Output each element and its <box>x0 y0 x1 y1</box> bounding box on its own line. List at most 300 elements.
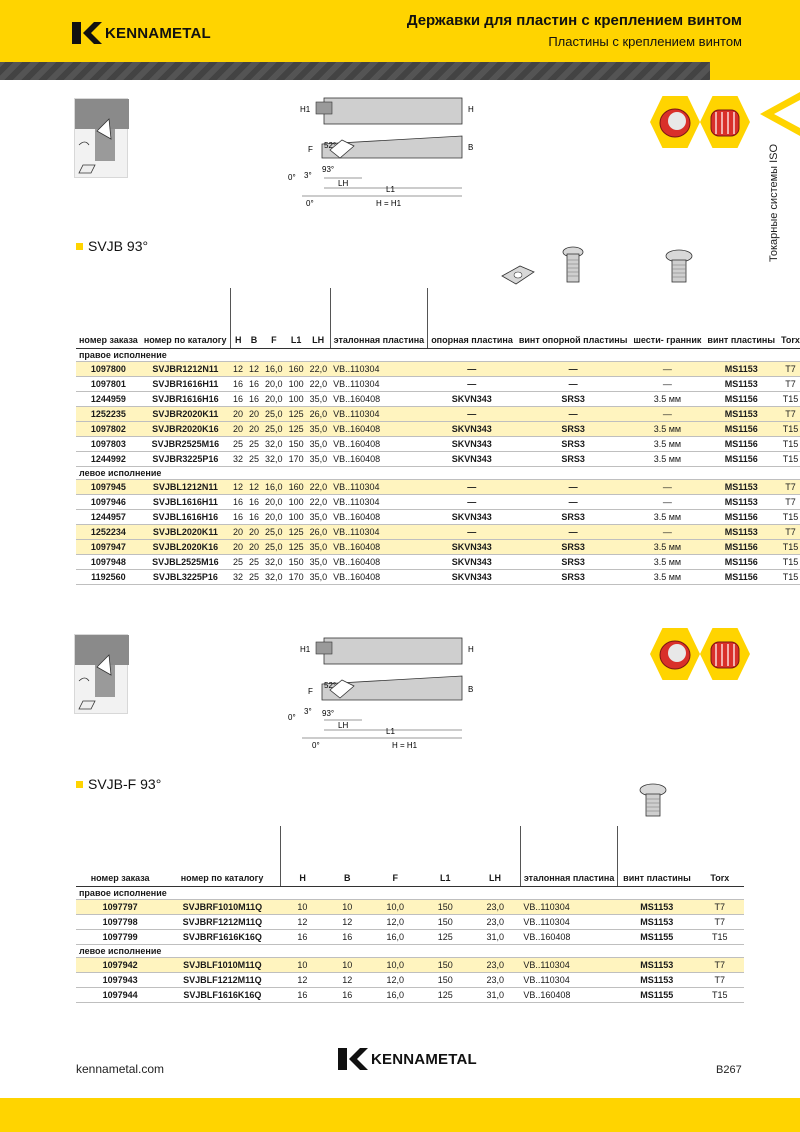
cell-F: 32,0 <box>265 453 283 464</box>
group-label: левое исполнение <box>79 467 162 478</box>
cell-hex: — <box>662 408 672 419</box>
cell-B: 16 <box>249 511 260 522</box>
cell-torx: T15 <box>712 931 728 942</box>
angle-52-label: 52° <box>324 141 337 150</box>
col2-b: B <box>324 826 370 886</box>
col-hex: шести- гранник <box>630 288 704 348</box>
cell-H: 20 <box>233 526 244 537</box>
l1-label: L1 <box>386 185 395 194</box>
col-insert: эталонная пластина <box>330 288 428 348</box>
cell-order: 1097803 <box>90 438 126 449</box>
table-row <box>76 554 800 569</box>
cell-L1: 160 <box>288 363 304 374</box>
cell-shim-screw: — <box>568 408 578 419</box>
cell-LH: 35,0 <box>309 556 328 567</box>
angle-0-label-2: 0° <box>288 713 296 722</box>
cell-B: 20 <box>249 408 260 419</box>
cell-torx: T15 <box>782 541 799 552</box>
table-row <box>76 376 800 391</box>
cell-catalog: SVJBR1616H11 <box>152 378 219 389</box>
cell-screw: MS1156 <box>724 423 758 434</box>
section-title-svjb: SVJB 93° <box>76 238 148 254</box>
shim-icon <box>498 262 538 288</box>
cell-shim-screw: — <box>568 363 578 374</box>
cell-shim: — <box>467 378 477 389</box>
insert-screw-icon-2 <box>638 782 668 818</box>
cell-hex: — <box>662 378 672 389</box>
cell-torx: T7 <box>785 481 796 492</box>
cell-screw: MS1153 <box>724 496 758 507</box>
page-subtitle: Пластины с креплением винтом <box>548 34 742 49</box>
angle-3-label-2: 3° <box>304 707 312 716</box>
angle-0-bottom-label-2: 0° <box>312 741 320 750</box>
cell-L1: 100 <box>288 511 304 522</box>
cell-L1: 125 <box>288 408 304 419</box>
cell-insert: VB..160408 <box>523 989 571 1000</box>
cell-screw: MS1153 <box>724 363 758 374</box>
cell-H: 20 <box>233 408 244 419</box>
cell-insert: VB..160408 <box>333 541 381 552</box>
cell-shim-screw: — <box>568 481 578 492</box>
table-row <box>76 972 744 987</box>
cell-screw: MS1153 <box>724 408 758 419</box>
cell-F: 12,0 <box>386 974 405 985</box>
cell-B: 25 <box>249 571 260 582</box>
cell-catalog: SVJBLF1010M11Q <box>183 959 262 970</box>
header-stripe <box>0 62 800 80</box>
table-row <box>76 569 800 584</box>
cell-shim-screw: SRS3 <box>561 393 585 404</box>
cell-shim: SKVN343 <box>451 393 492 404</box>
cell-F: 16,0 <box>265 363 283 374</box>
tool-dimension-drawing <box>282 92 502 212</box>
angle-3-label: 3° <box>304 171 312 180</box>
cell-torx: T7 <box>785 408 796 419</box>
cell-insert: VB..160408 <box>333 393 381 404</box>
table-row <box>76 929 744 944</box>
cell-insert: VB..160408 <box>333 438 381 449</box>
tool-application-thumbnail <box>74 98 128 178</box>
cell-L1: 125 <box>437 989 453 1000</box>
cell-insert: VB..110304 <box>523 901 570 912</box>
cell-insert: VB..160408 <box>333 423 381 434</box>
cell-order: 1097801 <box>90 378 126 389</box>
cell-LH: 31,0 <box>486 931 505 942</box>
cell-torx: T15 <box>782 393 799 404</box>
section2-group-row <box>76 944 744 957</box>
svjb-spec-table <box>76 288 800 585</box>
cell-order: 1097800 <box>90 363 126 374</box>
cell-shim: — <box>467 526 477 537</box>
cell-B: 25 <box>249 556 260 567</box>
cell-insert: VB..160408 <box>333 571 381 582</box>
cell-LH: 22,0 <box>309 481 328 492</box>
cell-F: 16,0 <box>386 989 405 1000</box>
cell-torx: T7 <box>714 959 726 970</box>
cell-screw: MS1153 <box>640 916 674 927</box>
cell-F: 25,0 <box>265 541 283 552</box>
col2-insert: эталонная пластина <box>520 826 618 886</box>
cell-shim-screw: SRS3 <box>561 423 585 434</box>
cell-order: 1097798 <box>102 916 138 927</box>
cell-order: 1244992 <box>90 453 126 464</box>
svjb-f-spec-table <box>76 826 744 1003</box>
cell-catalog: SVJBL2525M16 <box>152 556 219 567</box>
lh-label: LH <box>338 179 349 188</box>
cell-shim-screw: SRS3 <box>561 556 585 567</box>
cell-screw: MS1155 <box>640 989 674 1000</box>
cell-LH: 22,0 <box>309 496 328 507</box>
cell-L1: 150 <box>437 901 453 912</box>
cell-LH: 23,0 <box>486 959 505 970</box>
col2-order: номер заказа <box>76 826 164 886</box>
insert-screw-icon <box>664 248 694 284</box>
cell-insert: VB..160408 <box>523 931 571 942</box>
cell-B: 12 <box>342 916 353 927</box>
cell-B: 10 <box>342 959 353 970</box>
section2-group-row <box>76 886 744 899</box>
h-label-2: H <box>468 645 474 654</box>
cell-H: 32 <box>233 453 244 464</box>
cell-screw: MS1156 <box>724 438 758 449</box>
cell-H: 10 <box>297 959 308 970</box>
cell-hex: 3.5 мм <box>653 511 682 522</box>
cell-screw: MS1153 <box>640 974 674 985</box>
cell-shim: — <box>467 496 477 507</box>
table-row <box>76 391 800 406</box>
cell-H: 20 <box>233 541 244 552</box>
col-lh: LH <box>307 288 331 348</box>
cell-B: 16 <box>342 989 353 1000</box>
cell-shim: — <box>467 481 477 492</box>
cell-hex: 3.5 мм <box>653 571 682 582</box>
cell-F: 10,0 <box>386 901 405 912</box>
cell-order: 1097944 <box>102 989 138 1000</box>
cell-insert: VB..110304 <box>523 916 570 927</box>
cell-catalog: SVJBL1212N11 <box>152 481 218 492</box>
table-row <box>76 899 744 914</box>
cell-screw: MS1156 <box>724 541 758 552</box>
cell-B: 20 <box>249 541 260 552</box>
b-label: B <box>468 143 474 152</box>
table-row <box>76 421 800 436</box>
cell-order: 1097802 <box>90 423 126 434</box>
table-row <box>76 957 744 972</box>
cell-insert: VB..110304 <box>333 481 380 492</box>
insert-grooved-icon <box>700 96 750 148</box>
section-title-svjb-f: SVJB-F 93° <box>76 776 161 792</box>
cell-insert: VB..160408 <box>333 556 381 567</box>
cell-catalog: SVJBL3225P16 <box>152 571 218 582</box>
cell-F: 20,0 <box>265 378 283 389</box>
cell-torx: T15 <box>782 453 799 464</box>
tool-application-icon-2 <box>75 635 129 715</box>
cell-H: 16 <box>233 393 244 404</box>
cell-F: 25,0 <box>265 526 283 537</box>
cell-L1: 150 <box>288 556 304 567</box>
h-eq-label-2: H = H1 <box>392 741 418 750</box>
cell-L1: 125 <box>437 931 453 942</box>
col2-torx: Torx <box>696 826 744 886</box>
cell-hex: 3.5 мм <box>653 541 682 552</box>
cell-insert: VB..110304 <box>333 496 380 507</box>
cell-screw: MS1153 <box>724 378 758 389</box>
cell-F: 20,0 <box>265 496 283 507</box>
angle-0-bottom-label: 0° <box>306 199 314 208</box>
cell-torx: T7 <box>714 901 726 912</box>
cell-insert: VB..160408 <box>333 511 381 522</box>
table-row <box>76 524 800 539</box>
cell-order: 1097945 <box>90 481 126 492</box>
cell-LH: 26,0 <box>309 408 328 419</box>
cell-B: 25 <box>249 453 260 464</box>
cell-torx: T15 <box>712 989 728 1000</box>
cell-F: 25,0 <box>265 423 283 434</box>
cell-insert: VB..160408 <box>333 453 381 464</box>
cell-torx: T15 <box>782 556 799 567</box>
cell-catalog: SVJBL1616H16 <box>152 511 219 522</box>
cell-hex: 3.5 мм <box>653 438 682 449</box>
col-f: F <box>262 288 286 348</box>
col2-lh: LH <box>470 826 520 886</box>
cell-screw: MS1153 <box>724 526 758 537</box>
shim-screw-icon <box>560 246 586 284</box>
table-row <box>76 494 800 509</box>
table-row <box>76 406 800 421</box>
cell-screw: MS1156 <box>724 453 758 464</box>
cell-shim: SKVN343 <box>451 453 492 464</box>
cell-hex: — <box>662 526 672 537</box>
cell-catalog: SVJBL2020K16 <box>152 541 219 552</box>
cell-shim-screw: SRS3 <box>561 438 585 449</box>
cell-insert: VB..110304 <box>333 408 380 419</box>
tool-dimension-drawing-2 <box>282 634 502 754</box>
cell-H: 20 <box>233 423 244 434</box>
col-order: номер заказа <box>76 288 141 348</box>
col2-screw: винт пластины <box>618 826 696 886</box>
angle-93-label-2: 93° <box>322 709 335 718</box>
cell-torx: T15 <box>782 423 799 434</box>
cell-LH: 23,0 <box>486 916 505 927</box>
h-eq-label: H = H1 <box>376 199 402 208</box>
cell-screw: MS1156 <box>724 556 758 567</box>
cell-screw: MS1153 <box>640 959 674 970</box>
col-b: B <box>246 288 262 348</box>
cell-H: 16 <box>297 931 308 942</box>
cell-screw: MS1155 <box>640 931 674 942</box>
cell-H: 16 <box>233 496 244 507</box>
tool-application-thumbnail-2 <box>74 634 128 714</box>
cell-hex: 3.5 мм <box>653 423 682 434</box>
cell-LH: 22,0 <box>309 378 328 389</box>
group-label: правое исполнение <box>79 349 167 360</box>
cell-LH: 26,0 <box>309 526 328 537</box>
b-label-2: B <box>468 685 474 694</box>
cell-L1: 125 <box>288 526 304 537</box>
cell-L1: 100 <box>288 378 304 389</box>
cell-insert: VB..110304 <box>523 959 570 970</box>
footer-url: kennametal.com <box>76 1062 165 1076</box>
cell-L1: 170 <box>288 453 304 464</box>
kennametal-logo <box>72 22 211 44</box>
angle-93-label: 93° <box>322 165 335 174</box>
col2-l1: L1 <box>420 826 470 886</box>
cell-shim-screw: — <box>568 496 578 507</box>
cell-LH: 23,0 <box>486 901 505 912</box>
cell-B: 10 <box>342 901 353 912</box>
insert-badge-hex <box>650 96 700 148</box>
cell-catalog: SVJBR1616H16 <box>152 393 219 404</box>
cell-H: 25 <box>233 556 244 567</box>
cell-catalog: SVJBR3225P16 <box>152 453 219 464</box>
cell-B: 20 <box>249 423 260 434</box>
f-label-2: F <box>308 687 313 696</box>
cell-LH: 35,0 <box>309 393 328 404</box>
cell-F: 25,0 <box>265 408 283 419</box>
cell-H: 16 <box>297 989 308 1000</box>
cell-LH: 35,0 <box>309 453 328 464</box>
cell-catalog: SVJBR2525M16 <box>151 438 220 449</box>
cell-B: 12 <box>342 974 353 985</box>
cell-order: 1192560 <box>91 571 126 582</box>
cell-shim-screw: SRS3 <box>561 453 585 464</box>
cell-L1: 170 <box>288 571 304 582</box>
insert-grooved-icon-2 <box>700 628 750 680</box>
h-label: H <box>468 105 474 114</box>
footer-bar <box>0 1098 800 1132</box>
cell-L1: 150 <box>437 916 453 927</box>
cell-catalog: SVJBLF1616K16Q <box>183 989 262 1000</box>
cell-order: 1097946 <box>90 496 126 507</box>
cell-F: 32,0 <box>265 571 283 582</box>
cell-shim-screw: SRS3 <box>561 571 585 582</box>
col2-catalog: номер по каталогу <box>164 826 280 886</box>
cell-L1: 150 <box>288 438 304 449</box>
cell-screw: MS1153 <box>724 481 758 492</box>
cell-H: 12 <box>233 363 244 374</box>
col-h: H <box>230 288 246 348</box>
cell-catalog: SVJBR1212N11 <box>152 363 219 374</box>
cell-catalog: SVJBLF1212M11Q <box>183 974 262 985</box>
cell-catalog: SVJBRF1212M11Q <box>182 916 263 927</box>
cell-B: 25 <box>249 438 260 449</box>
cell-catalog: SVJBRF1616K16Q <box>182 931 262 942</box>
cell-shim-screw: — <box>568 378 578 389</box>
cell-B: 16 <box>342 931 353 942</box>
group-label: левое исполнение <box>79 945 162 956</box>
cell-screw: MS1156 <box>724 393 758 404</box>
cell-LH: 35,0 <box>309 511 328 522</box>
cell-shim: SKVN343 <box>451 556 492 567</box>
h1-label-2: H1 <box>300 645 311 654</box>
col-shim: опорная пластина <box>428 288 516 348</box>
cell-order: 1097942 <box>102 959 138 970</box>
cell-H: 10 <box>297 901 308 912</box>
brand-name: KENNAMETAL <box>105 24 211 42</box>
cell-order: 1252234 <box>90 526 126 537</box>
page-title: Державки для пластин с креплением винтом <box>406 12 742 29</box>
footer-kennametal-logo <box>338 1048 477 1070</box>
col2-f: F <box>370 826 420 886</box>
cell-catalog: SVJBL2020K11 <box>152 526 218 537</box>
cell-H: 12 <box>297 974 308 985</box>
cell-LH: 23,0 <box>486 974 505 985</box>
cell-torx: T7 <box>785 363 796 374</box>
l1-label-2: L1 <box>386 727 395 736</box>
cell-hex: 3.5 мм <box>653 453 682 464</box>
cell-F: 16,0 <box>386 931 405 942</box>
cell-H: 32 <box>233 571 244 582</box>
insert-round-icon-2 <box>650 628 700 680</box>
page-number: B267 <box>716 1064 742 1076</box>
cell-LH: 35,0 <box>309 438 328 449</box>
cell-shim: SKVN343 <box>451 541 492 552</box>
cell-L1: 100 <box>288 393 304 404</box>
cell-LH: 35,0 <box>309 571 328 582</box>
col-l1: L1 <box>286 288 307 348</box>
cell-F: 12,0 <box>386 916 405 927</box>
cell-H: 16 <box>233 378 244 389</box>
table-row <box>76 539 800 554</box>
cell-insert: VB..110304 <box>523 974 570 985</box>
cell-order: 1252235 <box>90 408 126 419</box>
col-torx: Torx <box>778 288 800 348</box>
table-row <box>76 436 800 451</box>
cell-screw: MS1156 <box>724 571 758 582</box>
table-row <box>76 479 800 494</box>
section1-group-row <box>76 348 800 361</box>
page-header <box>0 0 800 62</box>
cell-F: 32,0 <box>265 438 283 449</box>
cell-torx: T7 <box>785 378 796 389</box>
cell-screw: MS1156 <box>724 511 758 522</box>
cell-hex: — <box>662 481 672 492</box>
f-label: F <box>308 145 313 154</box>
cell-shim-screw: — <box>568 526 578 537</box>
cell-B: 12 <box>249 363 260 374</box>
cell-insert: VB..110304 <box>333 363 380 374</box>
cell-insert: VB..110304 <box>333 378 380 389</box>
cell-B: 16 <box>249 393 260 404</box>
cell-B: 20 <box>249 526 260 537</box>
cell-shim: SKVN343 <box>451 511 492 522</box>
table-row <box>76 914 744 929</box>
insert-badge-hex-4 <box>700 628 750 680</box>
cell-torx: T15 <box>782 571 799 582</box>
cell-shim: — <box>467 408 477 419</box>
cell-insert: VB..110304 <box>333 526 380 537</box>
cell-H: 25 <box>233 438 244 449</box>
h1-label: H1 <box>300 105 311 114</box>
col-shim-screw: винт опорной пластины <box>516 288 631 348</box>
cell-order: 1244957 <box>90 511 126 522</box>
table-row <box>76 509 800 524</box>
cell-torx: T7 <box>714 916 726 927</box>
cell-hex: — <box>662 363 672 374</box>
cell-torx: T15 <box>782 511 799 522</box>
cell-catalog: SVJBR2020K16 <box>152 423 219 434</box>
cell-B: 16 <box>249 496 260 507</box>
footer-brand-name: KENNAMETAL <box>371 1050 477 1068</box>
cell-shim: SKVN343 <box>451 423 492 434</box>
lh-label-2: LH <box>338 721 349 730</box>
cell-hex: — <box>662 496 672 507</box>
table-row <box>76 987 744 1002</box>
cell-LH: 31,0 <box>486 989 505 1000</box>
insert-round-icon <box>650 96 700 148</box>
cell-hex: 3.5 мм <box>653 556 682 567</box>
cell-order: 1097947 <box>90 541 126 552</box>
